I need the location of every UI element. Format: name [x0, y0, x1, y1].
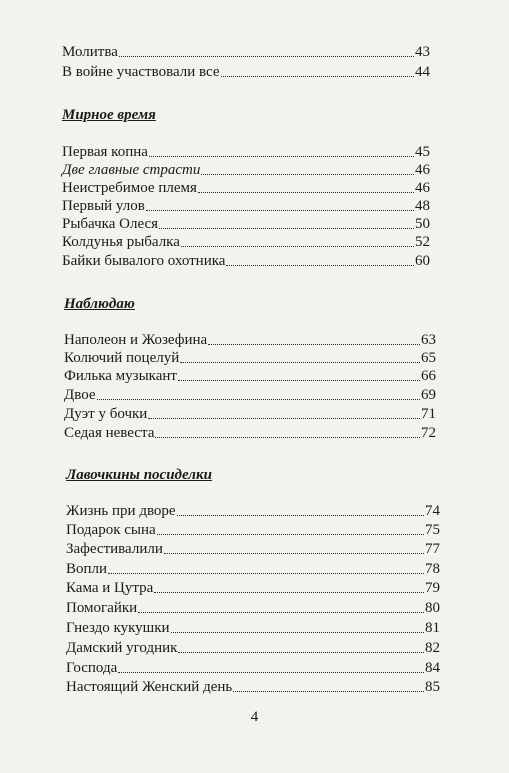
toc-entry	[62, 180, 430, 197]
toc-entry	[66, 503, 440, 520]
toc-entry	[62, 198, 430, 215]
toc-entry-title: В войне участвовали все	[62, 64, 220, 80]
toc-entry-title: Первый улов	[62, 198, 145, 214]
toc-entry-title: Молитва	[62, 44, 118, 60]
toc-entry-title: Рыбачка Олеся	[62, 216, 159, 232]
toc-entry-title: Зафестивалили	[66, 541, 163, 557]
toc-entry-title: Дамский угодник	[66, 640, 178, 656]
toc-entry	[66, 679, 440, 696]
toc-entry	[66, 580, 440, 597]
toc-entry-title: Колючий поцелуй	[64, 350, 180, 366]
dot-leader	[138, 611, 424, 613]
section-heading: Мирное время	[62, 107, 156, 123]
toc-entry-title: Вопли	[66, 561, 108, 577]
toc-entry-title: Настоящий Женский день	[66, 679, 233, 695]
toc-entry-title: Наполеон и Жозефина	[64, 332, 208, 348]
dot-leader	[164, 552, 424, 554]
toc-entry	[66, 541, 440, 558]
toc-entry-title: Подарок сына	[66, 522, 156, 538]
toc-entry-page: 77	[425, 541, 440, 557]
toc-entry-page: 74	[425, 503, 440, 519]
dot-leader	[233, 690, 424, 692]
toc-entry-page: 75	[425, 522, 440, 538]
dot-leader	[146, 209, 414, 211]
dot-leader	[155, 436, 420, 438]
toc-entry-page: 84	[425, 660, 440, 676]
toc-entry	[62, 144, 430, 161]
toc-entry-title: Господа	[66, 660, 118, 676]
toc-entry-page: 66	[421, 368, 436, 384]
page-number: 4	[250, 709, 259, 725]
dot-leader	[171, 631, 424, 633]
toc-entry	[62, 234, 430, 251]
toc-entry	[62, 162, 430, 179]
toc-entry-page: 50	[415, 216, 430, 232]
toc-entry	[64, 332, 436, 349]
dot-leader	[181, 245, 414, 247]
dot-leader	[208, 343, 420, 345]
toc-entry	[64, 387, 436, 404]
dot-leader	[97, 398, 420, 400]
toc-entry	[66, 620, 440, 637]
toc-entry-title: Жизнь при дворе	[66, 503, 176, 519]
toc-entry-page: 79	[425, 580, 440, 596]
toc-entry	[64, 368, 436, 385]
toc-entry-page: 60	[415, 253, 430, 269]
dot-leader	[178, 379, 420, 381]
section-heading: Лавочкины посиделки	[66, 467, 212, 483]
toc-entry-page: 65	[421, 350, 436, 366]
toc-entry	[66, 640, 440, 657]
toc-entry-page: 78	[425, 561, 440, 577]
toc-entry	[62, 253, 430, 270]
toc-entry-title: Кама и Цутра	[66, 580, 154, 596]
toc-entry-page: 48	[415, 198, 430, 214]
toc-entry-page: 45	[415, 144, 430, 160]
toc-entry	[66, 600, 440, 617]
toc-entry	[64, 350, 436, 367]
dot-leader	[178, 651, 424, 653]
dot-leader	[221, 75, 414, 77]
toc-entry	[66, 522, 440, 539]
dot-leader	[154, 591, 424, 593]
toc-entry-title: Две главные страсти	[62, 162, 201, 178]
dot-leader	[177, 514, 424, 516]
toc-entry-page: 46	[415, 180, 430, 196]
toc-entry-page: 44	[415, 64, 430, 80]
toc-entry-title: Неистребимое племя	[62, 180, 197, 196]
toc-entry-page: 82	[425, 640, 440, 656]
toc-entry-page: 81	[425, 620, 440, 636]
section-heading: Наблюдаю	[64, 296, 135, 312]
toc-entry-title: Гнездо кукушки	[66, 620, 170, 636]
toc-entry	[62, 44, 430, 61]
toc-entry-page: 71	[421, 406, 436, 422]
toc-entry-page: 69	[421, 387, 436, 403]
dot-leader	[198, 191, 414, 193]
toc-entry-page: 85	[425, 679, 440, 695]
toc-entry-title: Колдунья рыбалка	[62, 234, 180, 250]
toc-entry-page: 72	[421, 425, 436, 441]
toc-entry-page: 63	[421, 332, 436, 348]
toc-entry	[64, 425, 436, 442]
dot-leader	[180, 361, 420, 363]
dot-leader	[148, 417, 420, 419]
toc-entry	[62, 64, 430, 81]
dot-leader	[201, 173, 414, 175]
toc-entry-title: Двое	[64, 387, 96, 403]
toc-entry-title: Дуэт у бочки	[64, 406, 148, 422]
dot-leader	[159, 227, 414, 229]
dot-leader	[119, 55, 414, 57]
toc-entry	[66, 561, 440, 578]
toc-entry-page: 43	[415, 44, 430, 60]
toc-entry	[62, 216, 430, 233]
toc-entry-title: Байки бывалого охотника	[62, 253, 226, 269]
dot-leader	[149, 155, 414, 157]
toc-entry	[66, 660, 440, 677]
dot-leader	[108, 572, 424, 574]
dot-leader	[118, 671, 424, 673]
toc-entry-page: 52	[415, 234, 430, 250]
toc-entry-title: Помогайки	[66, 600, 138, 616]
dot-leader	[157, 533, 424, 535]
toc-entry	[64, 406, 436, 423]
toc-entry-page: 80	[425, 600, 440, 616]
toc-entry-title: Филька музыкант	[64, 368, 177, 384]
toc-entry-page: 46	[415, 162, 430, 178]
toc-entry-title: Седая невеста	[64, 425, 155, 441]
dot-leader	[226, 264, 414, 266]
toc-entry-title: Первая копна	[62, 144, 148, 160]
